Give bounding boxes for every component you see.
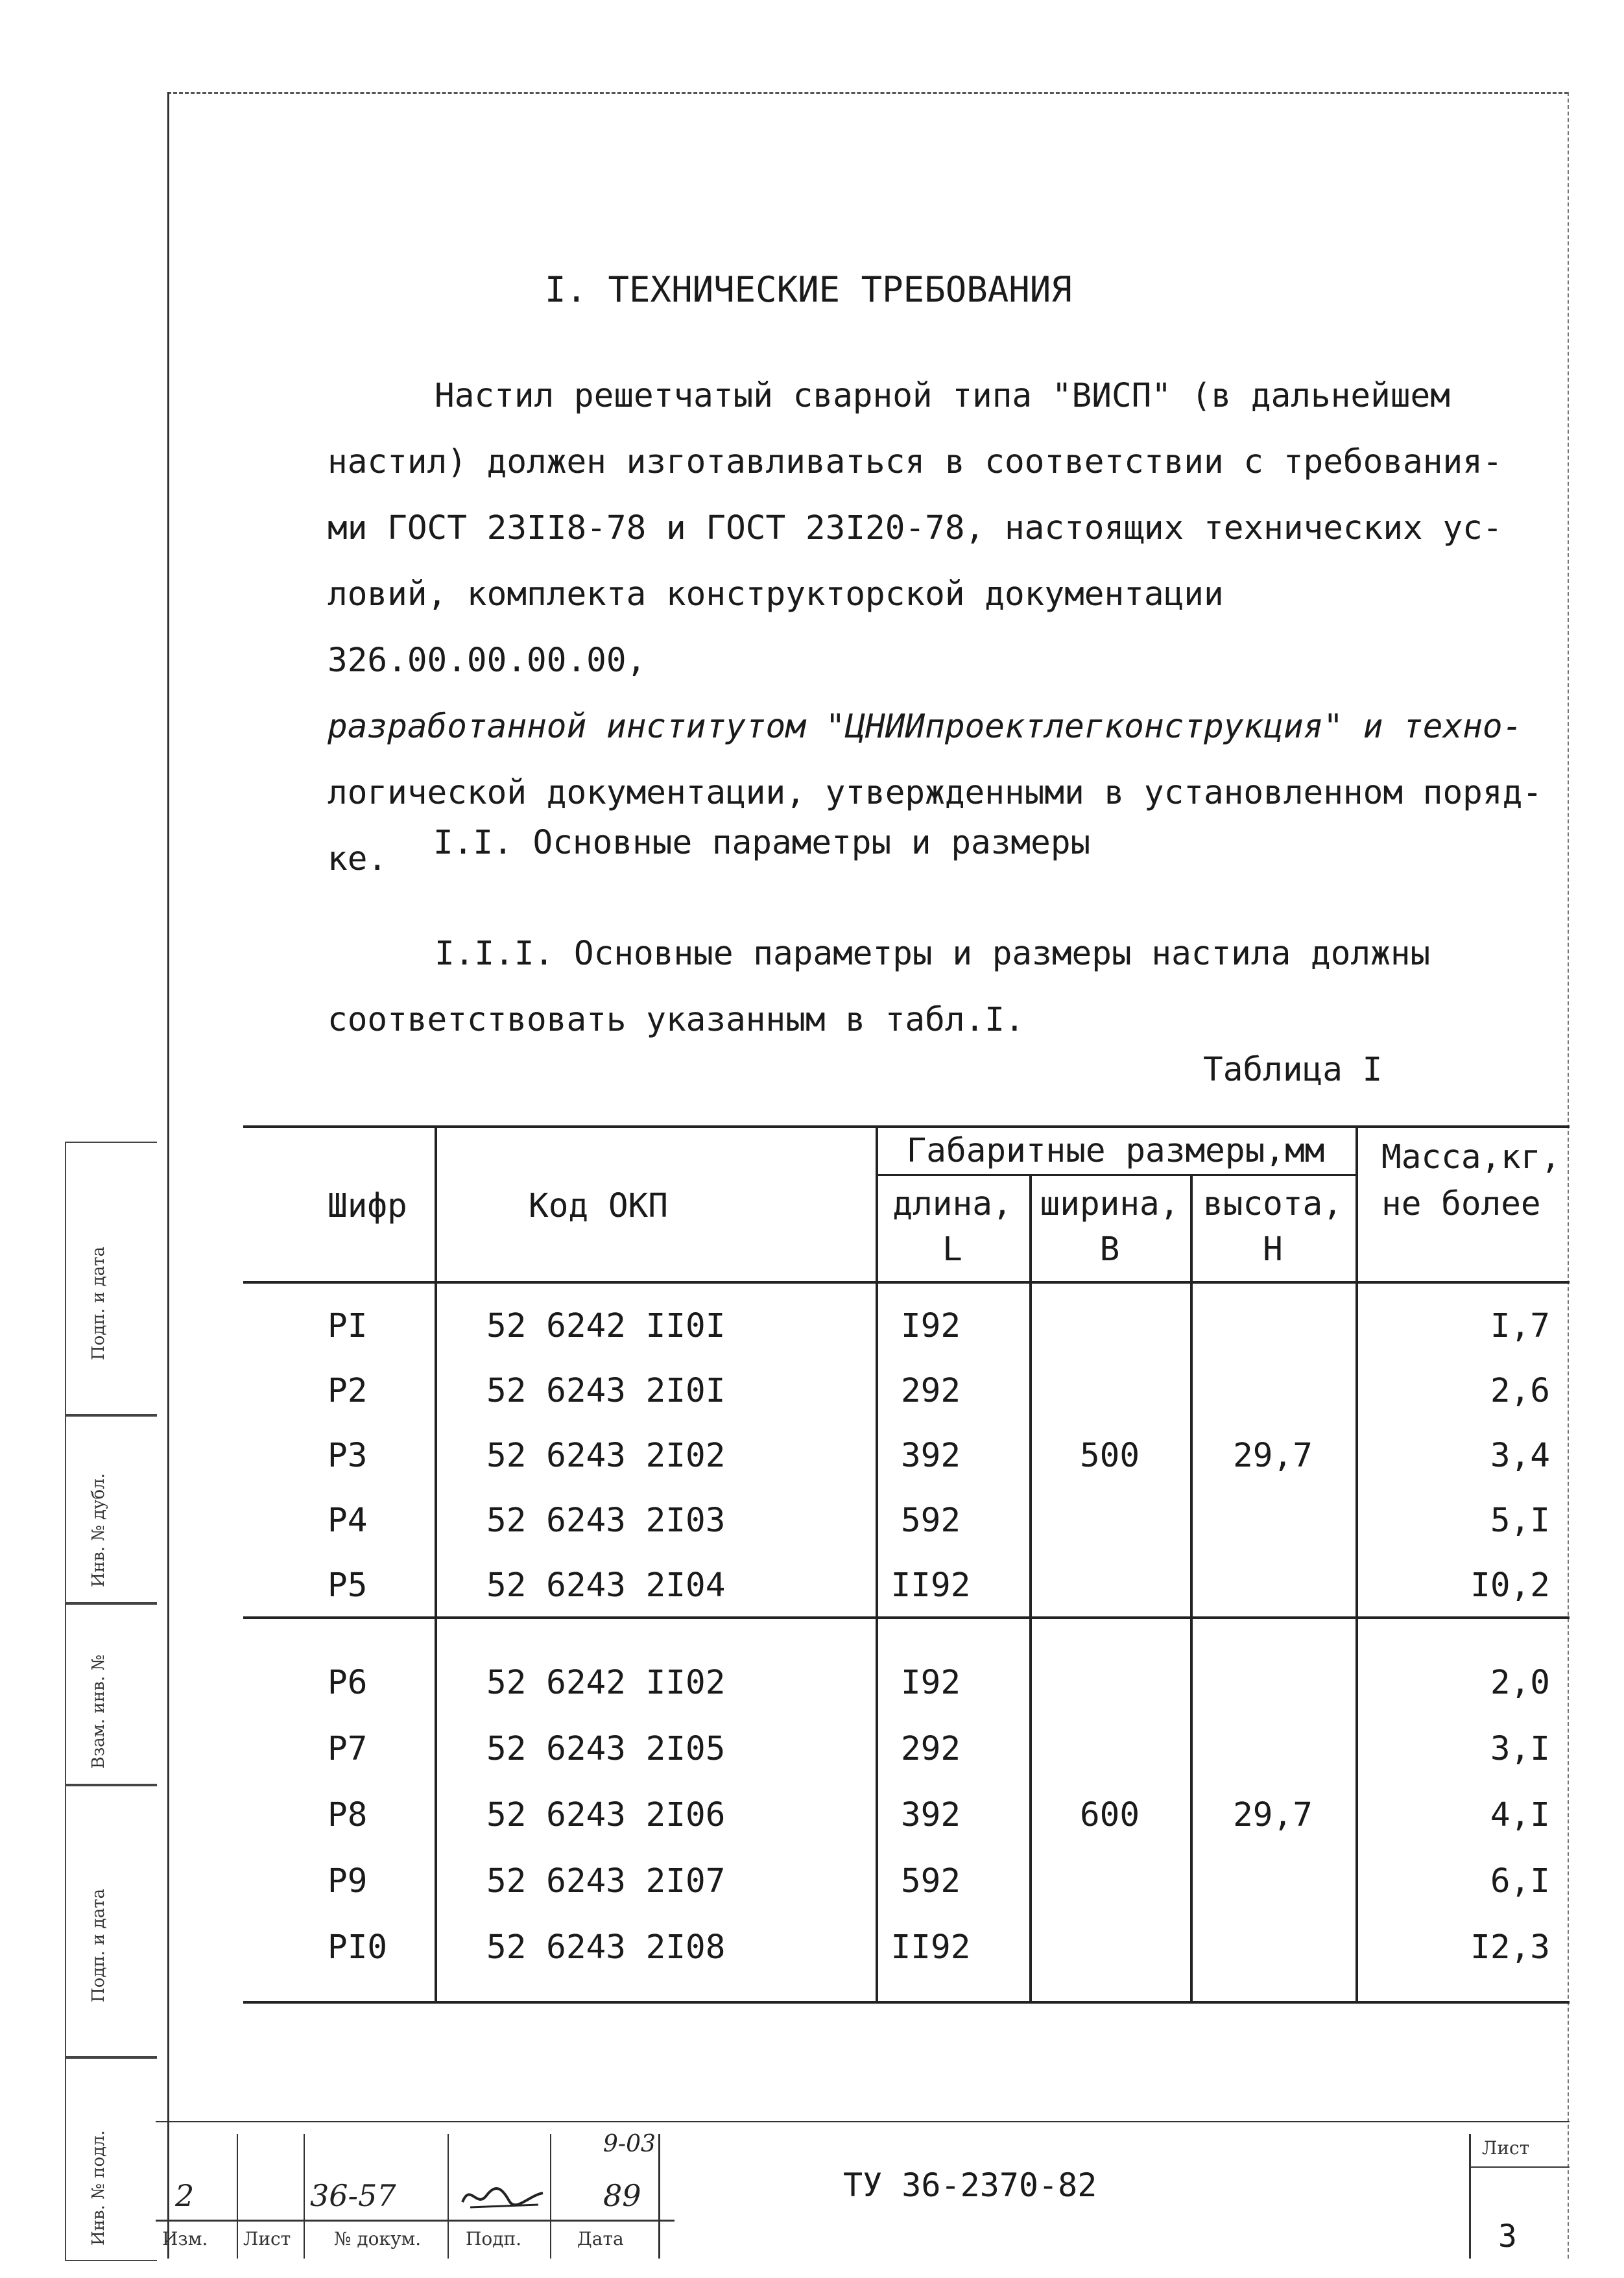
row-length: 292 [900, 1730, 961, 1768]
title-block-divider [237, 2134, 238, 2259]
header-length-symbol: L [942, 1230, 962, 1269]
row-okp: 52 6243 2I08 [486, 1928, 726, 1967]
clause-paragraph [328, 921, 1560, 1053]
row-okp: 52 6243 2I07 [486, 1862, 726, 1900]
row-mass: 3,4 [1490, 1437, 1550, 1475]
signature-mark [457, 2176, 548, 2215]
row-length: II92 [890, 1566, 971, 1605]
label-sign: Подп. [466, 2228, 522, 2249]
title-block-divider [658, 2134, 660, 2259]
row-code: PI [328, 1307, 368, 1345]
header-dims-group: Габаритные размеры,мм [906, 1132, 1325, 1170]
row-code: P7 [328, 1730, 368, 1768]
label-date: Дата [577, 2228, 624, 2249]
row-mass: 2,0 [1490, 1664, 1550, 1702]
title-block-divider [448, 2134, 449, 2259]
group1-width: 500 [1079, 1437, 1140, 1475]
row-length: I92 [900, 1307, 961, 1345]
row-length: 392 [900, 1437, 961, 1475]
row-code: P9 [328, 1862, 368, 1900]
title-block-divider [550, 2134, 551, 2259]
parameters-table [243, 1125, 1570, 2008]
row-mass: 2,6 [1490, 1372, 1550, 1410]
header-code: Шифр [328, 1187, 407, 1225]
header-height: высота, [1203, 1185, 1343, 1223]
intro-line: ловий, комплекта конструкторской документации 326.00.00.00.00, [328, 575, 1224, 680]
row-mass: 3,I [1490, 1730, 1550, 1768]
row-mass: 4,I [1490, 1796, 1550, 1834]
clause-line: I.I.I. Основные параметры и размеры настила должны [435, 935, 1431, 973]
row-mass: 5,I [1490, 1502, 1550, 1540]
label-doc-no: № докум. [334, 2228, 422, 2249]
intro-paragraph [328, 363, 1560, 893]
title-block-rule [156, 2121, 1570, 2122]
row-code: P6 [328, 1664, 368, 1702]
label-izm: Изм. [162, 2228, 208, 2249]
row-okp: 52 6243 2I04 [486, 1566, 726, 1605]
row-code: P2 [328, 1372, 368, 1410]
table-top-rule [243, 1125, 1570, 1128]
row-okp: 52 6243 2I06 [486, 1796, 726, 1834]
title-block-rule [156, 2220, 675, 2222]
intro-line: ми ГОСТ 23II8-78 и ГОСТ 23I20-78, настоящих технических ус- [328, 509, 1503, 547]
side-box-replace-inv [65, 1602, 157, 1786]
clause-line: соответствовать указанным в табл.I. [328, 1001, 1025, 1039]
handwritten-doc-no: 36-57 [310, 2178, 396, 2213]
document-code: ТУ 36-2370-82 [843, 2166, 1097, 2204]
side-box-sign-date-2 [65, 1784, 157, 2059]
table-bottom-rule [243, 2001, 1570, 2004]
header-width-symbol: B [1099, 1230, 1120, 1269]
row-length: 592 [900, 1862, 961, 1900]
row-code: P5 [328, 1566, 368, 1605]
intro-line: разработанной институтом "ЦНИИпроектлегконструкция" и техно- [328, 708, 1523, 746]
row-okp: 52 6243 2I0I [486, 1372, 726, 1410]
side-box-dup-inv [65, 1414, 157, 1605]
side-label: Инв. № подл. [89, 2130, 108, 2246]
col-divider [1029, 1174, 1032, 2001]
side-label: Взам. инв. № [89, 1655, 108, 1769]
section-title: I. ТЕХНИЧЕСКИЕ ТРЕБОВАНИЯ [545, 269, 1072, 310]
row-length: 292 [900, 1372, 961, 1410]
row-code: P3 [328, 1437, 368, 1475]
header-height-symbol: H [1263, 1230, 1283, 1269]
handwritten-izm: 2 [175, 2178, 195, 2213]
row-mass: I0,2 [1470, 1566, 1550, 1605]
side-box-sign-date-1 [65, 1142, 157, 1417]
side-label: Подп. и дата [89, 1888, 108, 2002]
header-length: длина, [892, 1185, 1012, 1223]
subsection-title: I.I. Основные параметры и размеры [433, 824, 1091, 862]
row-okp: 52 6242 II0I [486, 1307, 726, 1345]
row-code: PI0 [328, 1928, 388, 1967]
row-code: P4 [328, 1502, 368, 1540]
sheet-number: 3 [1498, 2218, 1517, 2255]
header-okp: Код ОКП [529, 1187, 668, 1225]
row-mass: I2,3 [1470, 1928, 1550, 1967]
header-mass-note: не более [1381, 1185, 1541, 1223]
row-length: 392 [900, 1796, 961, 1834]
label-sheet: Лист [1482, 2137, 1530, 2159]
col-divider [435, 1125, 437, 2001]
handwritten-date-top: 9-03 [603, 2131, 656, 2157]
side-label: Подп. и дата [89, 1246, 108, 1360]
group2-width: 600 [1079, 1796, 1140, 1834]
table-caption: Таблица I [1203, 1051, 1383, 1089]
group-separator-rule [243, 1616, 1570, 1619]
header-width: ширина, [1040, 1185, 1180, 1223]
header-bottom-rule [243, 1281, 1570, 1284]
group1-height: 29,7 [1233, 1437, 1313, 1475]
title-block-divider [1469, 2134, 1471, 2259]
title-block-rule [1469, 2166, 1570, 2168]
row-okp: 52 6243 2I05 [486, 1730, 726, 1768]
row-length: II92 [890, 1928, 971, 1967]
row-okp: 52 6243 2I02 [486, 1437, 726, 1475]
page-frame-left [167, 92, 169, 2259]
page-frame-top [167, 92, 1568, 94]
intro-line: ке. [328, 840, 388, 878]
col-divider [1190, 1174, 1193, 2001]
title-block-divider [304, 2134, 305, 2259]
label-list: Лист [243, 2228, 291, 2249]
row-code: P8 [328, 1796, 368, 1834]
row-length: 592 [900, 1502, 961, 1540]
intro-line: логической документации, утвержденными в установленном поряд- [328, 774, 1542, 812]
row-length: I92 [900, 1664, 961, 1702]
row-okp: 52 6242 II02 [486, 1664, 726, 1702]
row-mass: 6,I [1490, 1862, 1550, 1900]
row-mass: I,7 [1490, 1307, 1550, 1345]
handwritten-date: 89 [603, 2178, 641, 2213]
header-mass: Масса,кг, [1381, 1138, 1561, 1177]
intro-line: настил) должен изготавливаться в соответствии с требования- [328, 443, 1503, 481]
intro-line: Настил решетчатый сварной типа "ВИСП" (в дальнейшем [435, 377, 1450, 415]
group2-height: 29,7 [1233, 1796, 1313, 1834]
dims-group-rule [876, 1174, 1355, 1176]
row-okp: 52 6243 2I03 [486, 1502, 726, 1540]
side-label: Инв. № дубл. [89, 1473, 108, 1587]
side-box-orig-inv [65, 2056, 157, 2261]
